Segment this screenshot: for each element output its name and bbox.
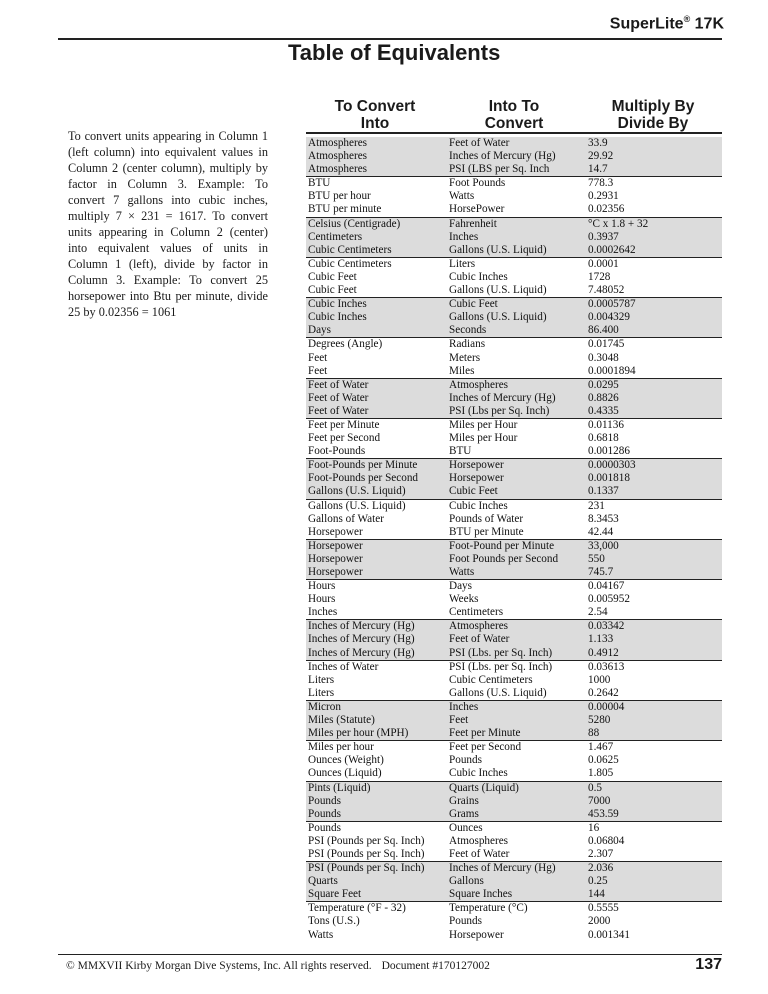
cell-from-unit: Miles per hour	[308, 741, 374, 754]
cell-from-unit: Celsius (Centigrade)	[308, 217, 401, 230]
cell-from-unit: Atmospheres	[308, 137, 368, 149]
cell-from-unit: Horsepower	[308, 525, 363, 538]
table-row	[306, 782, 722, 795]
cell-from-unit: Atmospheres	[308, 150, 368, 163]
table-row	[306, 177, 722, 190]
table-row-group	[306, 539, 722, 579]
cell-from-unit: Inches of Mercury (Hg)	[308, 646, 415, 659]
table-row	[306, 848, 722, 861]
cell-from-unit: Horsepower	[308, 552, 363, 565]
table-row-group	[306, 137, 722, 176]
cell-to-unit: PSI (Lbs. per Sq. Inch)	[449, 660, 553, 673]
cell-factor: 0.0001894	[588, 364, 636, 377]
cell-factor: 2000	[588, 915, 611, 928]
cell-factor: 0.8826	[588, 391, 619, 404]
cell-from-unit: Cubic Centimeters	[308, 243, 392, 256]
table-row	[306, 687, 722, 700]
table-row-group	[306, 619, 722, 659]
cell-factor: 0.2642	[588, 686, 619, 699]
table-row	[306, 754, 722, 767]
cell-factor: 0.001286	[588, 445, 630, 458]
table-row	[306, 231, 722, 244]
cell-to-unit: Fahrenheit	[449, 217, 497, 230]
cell-from-unit: Gallons (U.S. Liquid)	[308, 485, 406, 498]
cell-to-unit: Liters	[449, 257, 476, 270]
cell-to-unit: Gallons (U.S. Liquid)	[449, 243, 547, 256]
table-row	[306, 647, 722, 660]
cell-to-unit: Atmospheres	[449, 620, 509, 633]
cell-to-unit: HorsePower	[449, 203, 505, 216]
table-row	[306, 190, 722, 203]
cell-factor: 2.036	[588, 862, 614, 875]
cell-factor: 0.004329	[588, 311, 630, 324]
cell-factor: 0.0625	[588, 754, 619, 767]
table-row-group	[306, 378, 722, 418]
cell-from-unit: Foot-Pounds	[308, 445, 366, 458]
cell-to-unit: Pounds	[449, 915, 482, 928]
cell-from-unit: Gallons (U.S. Liquid)	[308, 499, 406, 512]
column-header-to-convert	[306, 98, 444, 132]
table-row	[306, 311, 722, 324]
cell-from-unit: Gallons of Water	[308, 512, 384, 525]
cell-factor: 550	[588, 552, 605, 565]
cell-factor: 0.0002642	[588, 243, 636, 256]
table-row	[306, 338, 722, 351]
cell-to-unit: Miles per Hour	[449, 432, 518, 445]
cell-from-unit: PSI (Pounds per Sq. Inch)	[308, 834, 425, 847]
table-row	[306, 767, 722, 780]
cell-to-unit: Cubic Feet	[449, 485, 498, 498]
column-header-line: Convert	[484, 115, 544, 132]
cell-to-unit: Cubic Inches	[449, 270, 508, 283]
cell-factor: 2.307	[588, 847, 614, 860]
cell-factor: 1.805	[588, 767, 614, 780]
cell-from-unit: Foot-Pounds per Second	[308, 472, 419, 485]
cell-factor: 88	[588, 727, 600, 740]
table-row-group	[306, 418, 722, 458]
cell-factor: 0.4912	[588, 646, 619, 659]
cell-to-unit: Watts	[449, 190, 475, 203]
table-row	[306, 915, 722, 928]
table-row	[306, 352, 722, 365]
table-row	[306, 606, 722, 619]
table-row-group	[306, 176, 722, 216]
cell-to-unit: Feet of Water	[449, 847, 510, 860]
cell-factor: 7000	[588, 794, 611, 807]
table-row	[306, 661, 722, 674]
page-title: Table of Equivalents	[288, 40, 501, 65]
cell-to-unit: Feet per Minute	[449, 727, 521, 740]
table-row-group	[306, 579, 722, 619]
table-row	[306, 324, 722, 337]
table-row-group	[306, 700, 722, 740]
cell-to-unit: Atmospheres	[449, 378, 509, 391]
equivalents-table	[306, 137, 722, 942]
cell-factor: 0.2931	[588, 190, 619, 203]
cell-to-unit: Cubic Centimeters	[449, 673, 533, 686]
table-row	[306, 714, 722, 727]
cell-from-unit: Horsepower	[308, 566, 363, 578]
table-row-group	[306, 861, 722, 901]
cell-to-unit: Miles per Hour	[449, 418, 518, 431]
table-row-group	[306, 257, 722, 297]
table-row	[306, 701, 722, 714]
cell-to-unit: Foot Pounds	[449, 177, 506, 190]
table-row	[306, 472, 722, 485]
cell-from-unit: Miles (Statute)	[308, 714, 375, 727]
cell-from-unit: Pounds	[308, 821, 341, 834]
cell-from-unit: Inches	[308, 606, 338, 619]
table-row	[306, 875, 722, 888]
cell-factor: 231	[588, 499, 605, 512]
cell-from-unit: Cubic Inches	[308, 311, 367, 324]
table-row	[306, 566, 722, 579]
cell-factor: 0.01136	[588, 418, 624, 431]
table-row	[306, 137, 722, 150]
cell-factor: 0.0001	[588, 257, 619, 270]
cell-to-unit: Inches	[449, 700, 479, 713]
table-row	[306, 808, 722, 821]
table-row	[306, 513, 722, 526]
table-row	[306, 580, 722, 593]
table-row	[306, 553, 722, 566]
cell-to-unit: Gallons (U.S. Liquid)	[449, 311, 547, 324]
table-row	[306, 485, 722, 498]
cell-to-unit: Inches of Mercury (Hg)	[449, 150, 556, 163]
table-row	[306, 674, 722, 687]
table-row	[306, 822, 722, 835]
column-header-into-to	[446, 98, 582, 132]
cell-factor: 0.00004	[588, 700, 625, 713]
cell-factor: 5280	[588, 714, 611, 727]
cell-factor: 0.3937	[588, 230, 619, 243]
cell-to-unit: Cubic Feet	[449, 298, 498, 311]
cell-to-unit: Radians	[449, 338, 486, 351]
brand-name: SuperLite	[609, 15, 684, 33]
cell-from-unit: Feet	[308, 364, 328, 377]
table-row-group	[306, 337, 722, 377]
cell-from-unit: Centimeters	[308, 230, 363, 243]
cell-to-unit: Foot Pounds per Second	[449, 552, 559, 565]
header-rule	[306, 132, 722, 134]
cell-factor: 1728	[588, 270, 611, 283]
cell-to-unit: Feet per Second	[449, 741, 522, 754]
cell-to-unit: Gallons (U.S. Liquid)	[449, 686, 547, 699]
cell-from-unit: Degrees (Angle)	[308, 338, 383, 351]
table-row	[306, 727, 722, 740]
column-header-line: Divide By	[617, 115, 689, 132]
table-row	[306, 150, 722, 163]
table-row-group	[306, 499, 722, 539]
cell-from-unit: Foot-Pounds per Minute	[308, 459, 418, 472]
cell-factor: 33.9	[588, 137, 608, 149]
table-row	[306, 500, 722, 513]
cell-from-unit: Inches of Mercury (Hg)	[308, 633, 415, 646]
cell-factor: 0.005952	[588, 593, 630, 606]
cell-to-unit: Square Inches	[449, 888, 513, 901]
table-row	[306, 862, 722, 875]
cell-from-unit: Feet per Second	[308, 432, 381, 445]
cell-from-unit: Feet per Minute	[308, 418, 380, 431]
cell-factor: 42.44	[588, 525, 614, 538]
table-row	[306, 902, 722, 915]
cell-from-unit: Ounces (Weight)	[308, 754, 384, 767]
cell-to-unit: Watts	[449, 566, 475, 578]
cell-factor: 1.133	[588, 633, 614, 646]
table-row-group	[306, 781, 722, 821]
cell-to-unit: Miles	[449, 364, 475, 377]
cell-factor: 33,000	[588, 539, 619, 552]
cell-from-unit: Inches of Mercury (Hg)	[308, 620, 415, 633]
cell-from-unit: Watts	[308, 928, 334, 941]
cell-factor: 86.400	[588, 324, 619, 337]
cell-factor: 1000	[588, 673, 611, 686]
cell-factor: 0.4335	[588, 404, 619, 417]
table-row	[306, 459, 722, 472]
table-row	[306, 593, 722, 606]
cell-from-unit: BTU per hour	[308, 190, 371, 203]
cell-from-unit: Pounds	[308, 794, 341, 807]
cell-to-unit: PSI (Lbs. per Sq. Inch)	[449, 646, 553, 659]
cell-to-unit: Horsepower	[449, 928, 504, 941]
cell-from-unit: Cubic Feet	[308, 284, 357, 297]
table-row	[306, 633, 722, 646]
cell-from-unit: Feet of Water	[308, 404, 369, 417]
cell-factor: 0.001341	[588, 928, 630, 941]
cell-factor: 0.03342	[588, 620, 625, 633]
cell-factor: 0.001818	[588, 472, 630, 485]
table-row	[306, 929, 722, 942]
table-row-group	[306, 901, 722, 941]
cell-to-unit: BTU per Minute	[449, 525, 524, 538]
cell-to-unit: Grains	[449, 794, 479, 807]
table-row	[306, 298, 722, 311]
cell-from-unit: Ounces (Liquid)	[308, 767, 382, 780]
cell-from-unit: BTU	[308, 177, 331, 190]
cell-from-unit: Cubic Feet	[308, 270, 357, 283]
table-row	[306, 379, 722, 392]
cell-to-unit: Foot-Pound per Minute	[449, 539, 555, 552]
cell-from-unit: Micron	[308, 700, 341, 713]
cell-factor: °C x 1.8 + 32	[588, 217, 649, 230]
cell-from-unit: Days	[308, 324, 331, 337]
cell-from-unit: Square Feet	[308, 888, 362, 901]
cell-from-unit: Feet	[308, 351, 328, 364]
cell-to-unit: Inches of Mercury (Hg)	[449, 391, 556, 404]
cell-to-unit: Gallons (U.S. Liquid)	[449, 284, 547, 297]
cell-from-unit: Liters	[308, 686, 335, 699]
cell-factor: 7.48052	[588, 284, 625, 297]
cell-to-unit: PSI (LBS per Sq. Inch	[449, 163, 550, 176]
cell-factor: 0.25	[588, 875, 608, 888]
page-number: 137	[695, 956, 722, 973]
table-row	[306, 445, 722, 458]
cell-to-unit: Feet of Water	[449, 633, 510, 646]
cell-to-unit: Feet of Water	[449, 137, 510, 149]
registered-mark: ®	[683, 14, 691, 24]
cell-to-unit: Pounds	[449, 754, 482, 767]
brand-model: 17K	[690, 15, 724, 33]
cell-factor: 0.01745	[588, 338, 625, 351]
cell-factor: 144	[588, 888, 605, 901]
cell-to-unit: PSI (Lbs per Sq. Inch)	[449, 404, 550, 417]
table-row-group	[306, 740, 722, 780]
cell-to-unit: Atmospheres	[449, 834, 509, 847]
cell-from-unit: Cubic Centimeters	[308, 257, 392, 270]
cell-factor: 0.3048	[588, 351, 619, 364]
cell-to-unit: Horsepower	[449, 472, 504, 485]
table-row	[306, 795, 722, 808]
intro-paragraph: To convert units appearing in Column 1 (left column) into equivalent values in Column 2 (center column), multiply by factor in Column 3. Example: To convert 7 gallons into cubic inches, multiply 7 × 231 = 1617. To convert units appearing in Column 2 (center) into equivalent values of units in Column 1 (left), divide by factor in Column 3. Example: To convert 25 horsepower into Btu per minute, divide 25 by 0.02356 = 1061	[68, 129, 268, 319]
cell-factor: 16	[588, 821, 600, 834]
cell-factor: 453.59	[588, 807, 619, 820]
document-number: Document #170127002	[381, 960, 490, 972]
cell-to-unit: Weeks	[449, 593, 479, 606]
column-header-line: Into	[360, 115, 390, 132]
table-row	[306, 540, 722, 553]
cell-from-unit: Quarts	[308, 875, 338, 888]
table-row-group	[306, 660, 722, 700]
column-header-line: Multiply By	[611, 98, 695, 115]
cell-to-unit: BTU	[449, 445, 472, 458]
table-row	[306, 419, 722, 432]
cell-to-unit: Inches	[449, 230, 479, 243]
cell-to-unit: Days	[449, 580, 472, 593]
column-header-line: To Convert	[334, 98, 416, 115]
cell-to-unit: Ounces	[449, 821, 483, 834]
cell-factor: 0.5555	[588, 902, 619, 915]
table-row-group	[306, 458, 722, 498]
cell-from-unit: Atmospheres	[308, 163, 368, 176]
cell-from-unit: Liters	[308, 673, 335, 686]
cell-from-unit: Pints (Liquid)	[308, 781, 371, 794]
cell-factor: 2.54	[588, 606, 608, 619]
cell-from-unit: Feet of Water	[308, 391, 369, 404]
table-row	[306, 620, 722, 633]
cell-to-unit: Horsepower	[449, 459, 504, 472]
table-row	[306, 163, 722, 176]
cell-factor: 1.467	[588, 741, 614, 754]
cell-from-unit: Hours	[308, 593, 336, 606]
cell-from-unit: Inches of Water	[308, 660, 379, 673]
footer	[66, 960, 490, 972]
cell-factor: 0.06804	[588, 834, 625, 847]
cell-from-unit: PSI (Pounds per Sq. Inch)	[308, 847, 425, 860]
cell-factor: 778.3	[588, 177, 614, 190]
cell-from-unit: Feet of Water	[308, 378, 369, 391]
cell-factor: 0.03613	[588, 660, 625, 673]
cell-to-unit: Cubic Inches	[449, 499, 508, 512]
cell-factor: 745.7	[588, 566, 614, 578]
cell-to-unit: Gallons	[449, 875, 484, 888]
table-row	[306, 888, 722, 901]
cell-factor: 29.92	[588, 150, 614, 163]
cell-from-unit: Tons (U.S.)	[308, 915, 360, 928]
table-row	[306, 526, 722, 539]
table-row-group	[306, 821, 722, 861]
cell-factor: 14.7	[588, 163, 608, 176]
cell-from-unit: Cubic Inches	[308, 298, 367, 311]
cell-to-unit: Cubic Inches	[449, 767, 508, 780]
cell-to-unit: Meters	[449, 351, 481, 364]
cell-to-unit: Centimeters	[449, 606, 504, 619]
cell-factor: 0.04167	[588, 580, 625, 593]
cell-factor: 8.3453	[588, 512, 619, 525]
cell-factor: 0.1337	[588, 485, 619, 498]
cell-to-unit: Seconds	[449, 324, 487, 337]
cell-to-unit: Pounds of Water	[449, 512, 524, 525]
product-brand	[610, 14, 724, 33]
cell-factor: 0.0005787	[588, 298, 636, 311]
cell-to-unit: Quarts (Liquid)	[449, 781, 519, 794]
cell-factor: 0.5	[588, 781, 602, 794]
table-row	[306, 432, 722, 445]
table-row	[306, 405, 722, 418]
bottom-rule	[58, 954, 722, 955]
cell-from-unit: Temperature (°F - 32)	[308, 902, 406, 915]
cell-factor: 0.0295	[588, 378, 619, 391]
table-row	[306, 284, 722, 297]
cell-factor: 0.0000303	[588, 459, 636, 472]
cell-from-unit: PSI (Pounds per Sq. Inch)	[308, 862, 425, 875]
cell-to-unit: Feet	[449, 714, 469, 727]
cell-from-unit: Miles per hour (MPH)	[308, 727, 409, 740]
cell-to-unit: Inches of Mercury (Hg)	[449, 862, 556, 875]
table-row	[306, 741, 722, 754]
cell-from-unit: Horsepower	[308, 539, 363, 552]
table-row	[306, 258, 722, 271]
cell-from-unit: Pounds	[308, 807, 341, 820]
table-row	[306, 392, 722, 405]
table-row	[306, 365, 722, 378]
cell-to-unit: Temperature (°C)	[449, 902, 528, 915]
column-header-multiply-by	[584, 98, 722, 132]
cell-from-unit: Hours	[308, 580, 336, 593]
table-row-group	[306, 217, 722, 257]
table-row	[306, 203, 722, 216]
table-row	[306, 835, 722, 848]
table-row-group	[306, 297, 722, 337]
cell-factor: 0.6818	[588, 432, 619, 445]
cell-factor: 0.02356	[588, 203, 625, 216]
table-row	[306, 271, 722, 284]
cell-to-unit: Grams	[449, 807, 479, 820]
table-row	[306, 244, 722, 257]
copyright-text: © MMXVII Kirby Morgan Dive Systems, Inc. All rights reserved.	[66, 960, 372, 972]
column-header-line: Into To	[488, 98, 540, 115]
cell-from-unit: BTU per minute	[308, 203, 382, 216]
table-row	[306, 218, 722, 231]
